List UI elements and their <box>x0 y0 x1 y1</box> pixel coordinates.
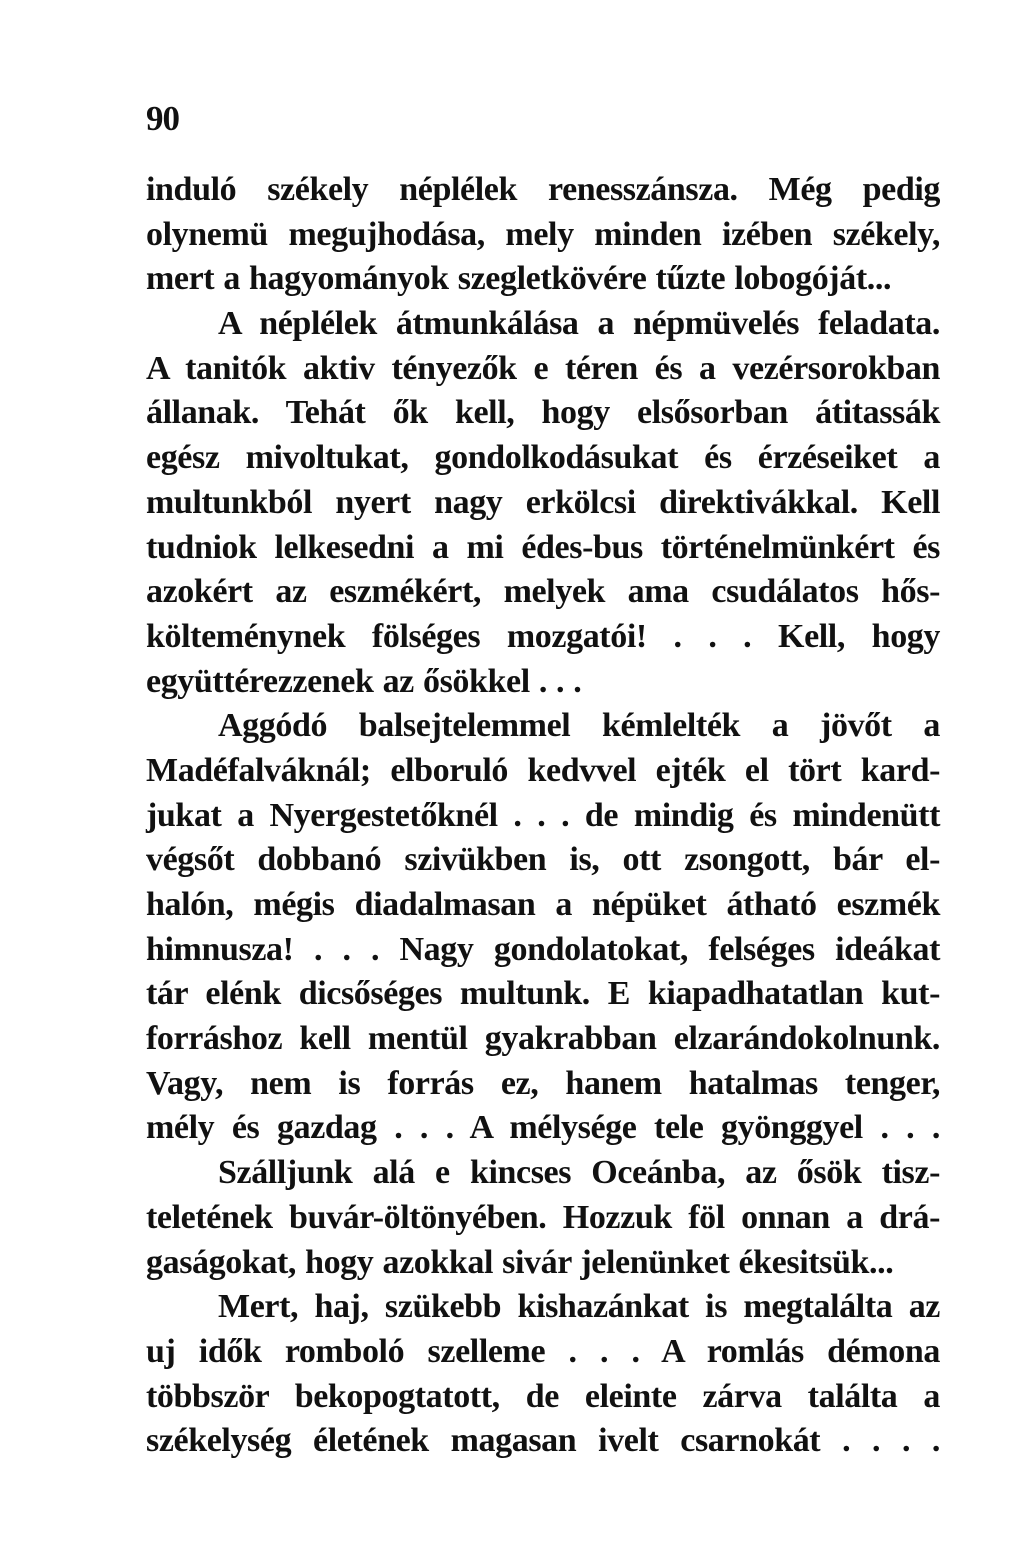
text-line: végsőt dobbanó szivükben is, ott zsongott, bár el- <box>146 841 940 879</box>
text-line: uj idők romboló szelleme . . . A romlás démona <box>146 1332 940 1370</box>
text-line: A tanitók aktiv tényezők e téren és a vezérsorokban <box>146 349 940 387</box>
text-line: teletének buvár-öltönyében. Hozzuk föl onnan a drá- <box>146 1198 940 1236</box>
text-line: tár elénk dicsőséges multunk. E kiapadhatatlan kut- <box>146 975 940 1013</box>
text-line: olynemü megujhodása, mely minden izében székely, <box>146 215 940 253</box>
page-number: 90 <box>146 99 179 138</box>
text-line: jukat a Nyergestetőknél . . . de mindig és mindenütt <box>146 796 940 834</box>
text-line: Vagy, nem is forrás ez, hanem hatalmas tenger, <box>146 1064 940 1102</box>
text-line: forráshoz kell mentül gyakrabban elzarándokolnunk. <box>146 1020 940 1058</box>
text-line: Mert, haj, szükebb kishazánkat is megtalálta az <box>218 1288 940 1326</box>
text-line: tudniok lelkesedni a mi édes-bus történelmünkért és <box>146 528 940 566</box>
text-line: halón, mégis diadalmasan a népüket átható eszmék <box>146 886 940 923</box>
text-line: mély és gazdag . . . A mélysége tele gyönggyel . . . <box>146 1109 940 1147</box>
text-line: Madéfalváknál; elboruló kedvvel ejték el tört kard- <box>146 751 940 789</box>
text-line: mert a hagyományok szegletkövére tűzte lobogóját... <box>146 260 892 298</box>
text-line: állanak. Tehát ők kell, hogy elsősorban átitassák <box>146 394 940 432</box>
text-line: Aggódó balsejtelemmel kémlelték a jövőt a <box>218 707 940 745</box>
text-line: himnusza! . . . Nagy gondolatokat, felséges ideákat <box>146 930 940 968</box>
text-line: Szálljunk alá e kincses Oceánba, az ősök tisz- <box>218 1154 940 1192</box>
text-line: költeménynek fölséges mozgatói! . . . Kell, hogy <box>146 617 940 655</box>
text-line: gaságokat, hogy azokkal sivár jelenünket ékesitsük... <box>146 1243 894 1281</box>
text-line: induló székely néplélek renesszánsza. Még pedig <box>146 171 940 208</box>
body-text <box>146 168 940 1464</box>
text-line: együttérezzenek az ősökkel . . . <box>146 662 582 700</box>
text-line: multunkból nyert nagy erkölcsi direktivákkal. Kell <box>146 483 940 521</box>
text-line: egész mivoltukat, gondolkodásukat és érzéseiket a <box>146 439 940 477</box>
text-line: azokért az eszmékért, melyek ama csudálatos hős- <box>146 573 940 611</box>
text-line: székelység életének magasan ivelt csarnokát . . . . <box>146 1422 940 1460</box>
text-line: többször bekopogtatott, de eleinte zárva találta a <box>146 1377 940 1415</box>
text-line: A néplélek átmunkálása a népmüvelés feladata. <box>218 305 940 343</box>
